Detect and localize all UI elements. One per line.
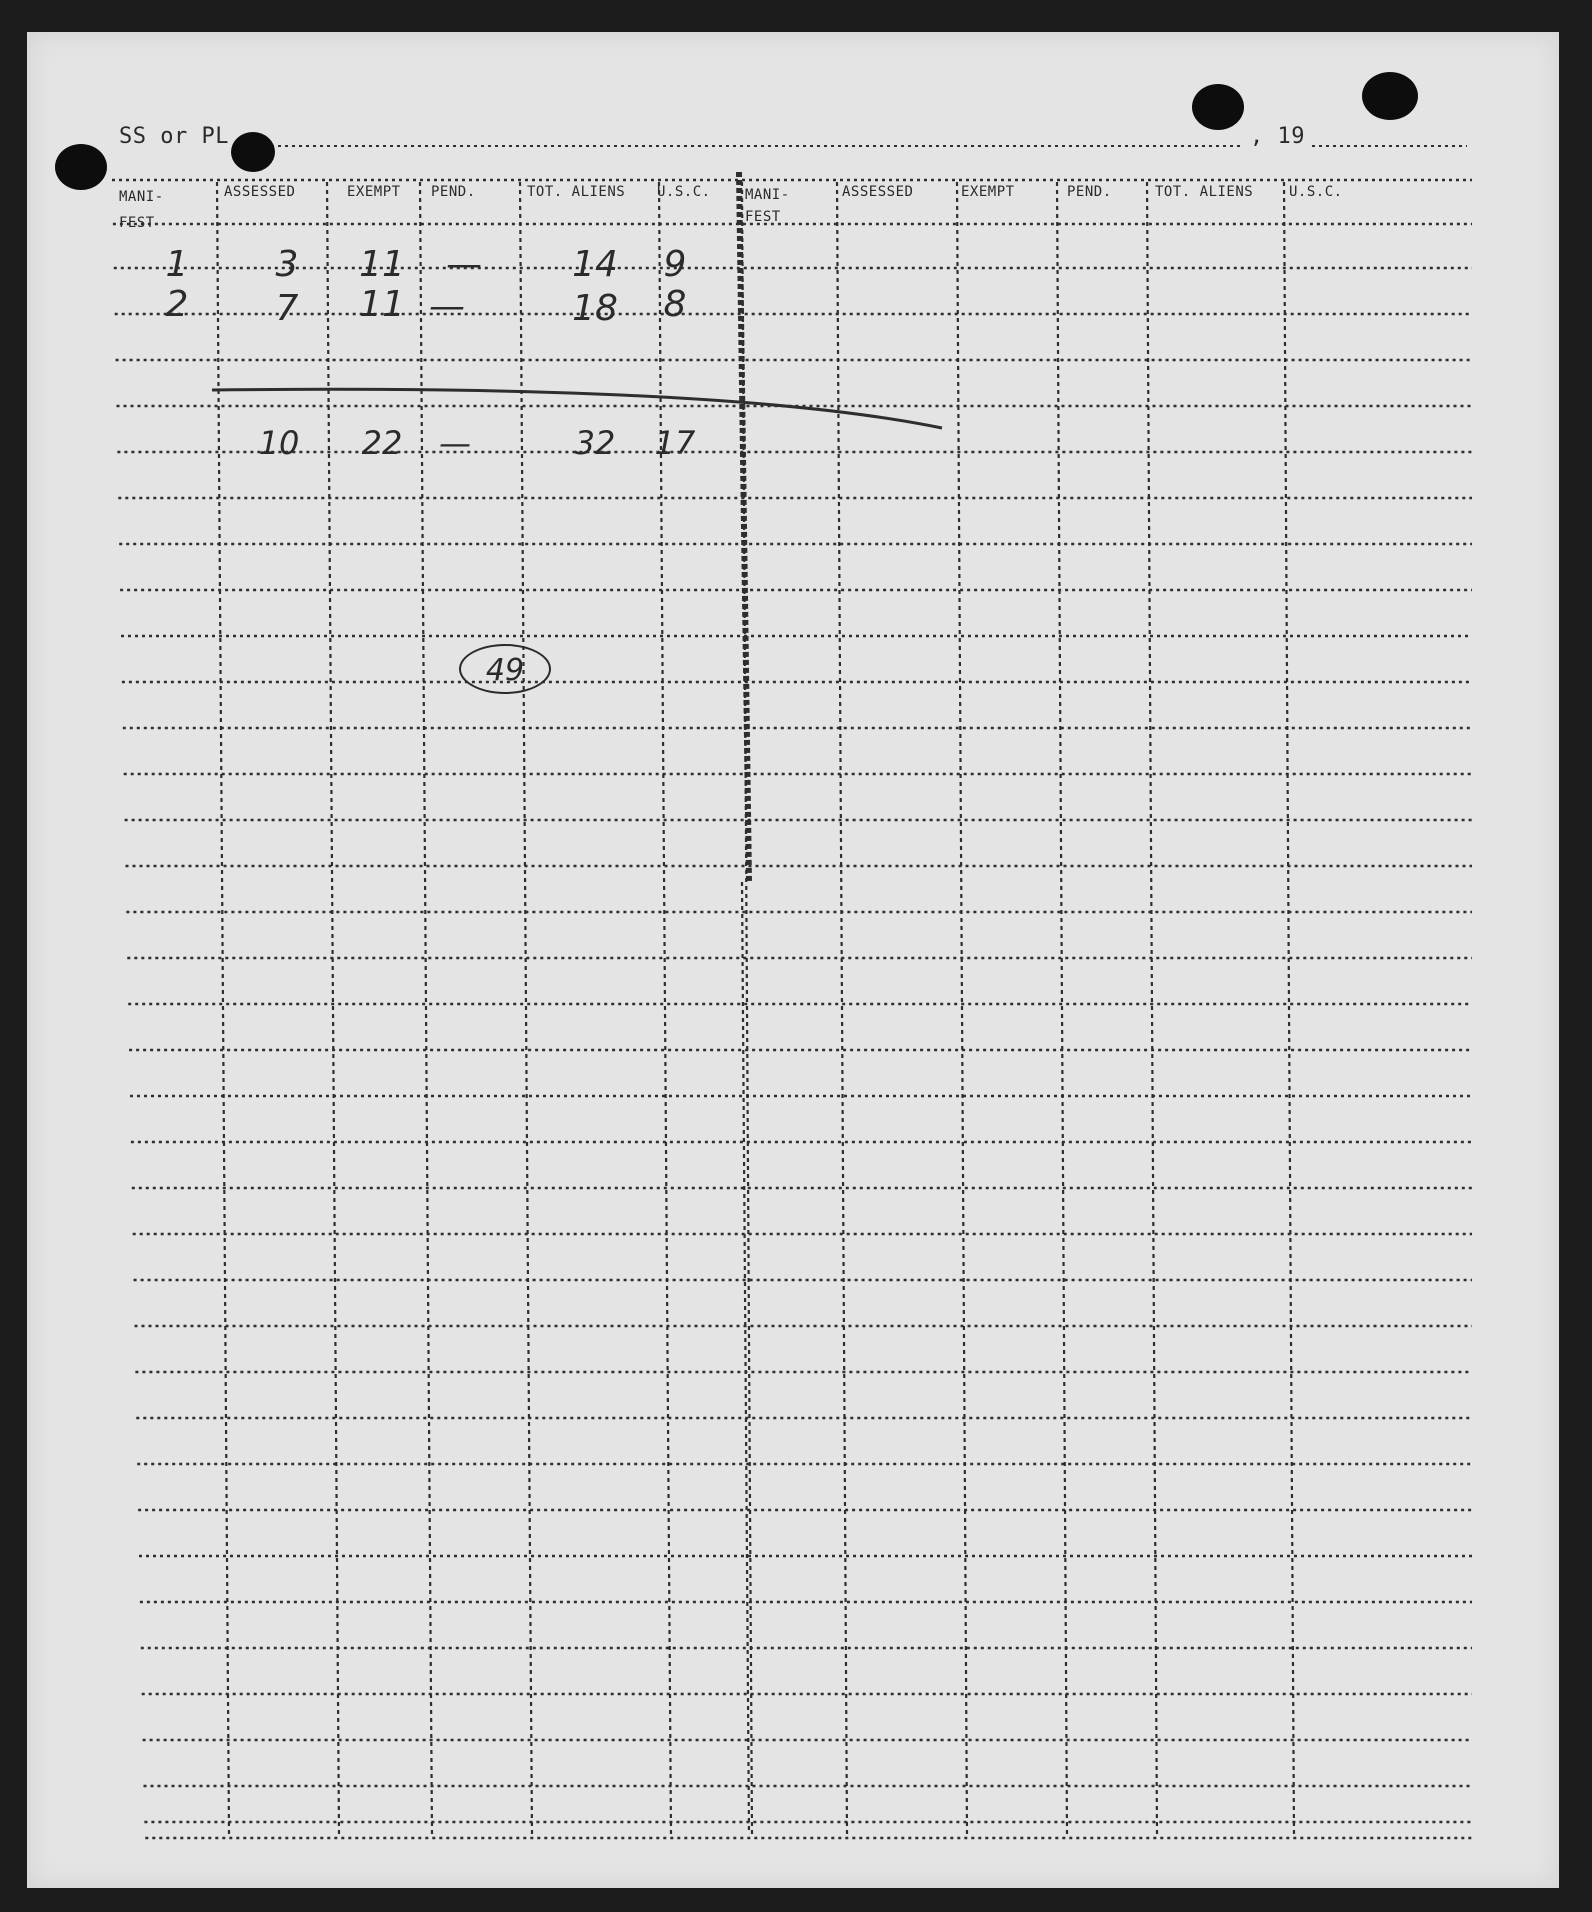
column-rule (1284, 182, 1294, 1834)
col-header-exempt-2: EXEMPT (961, 184, 1015, 200)
col-header-manifest-2: MANI- FEST (745, 187, 790, 225)
year-label: , 19 (1250, 124, 1305, 149)
col-header-tot-aliens-2: TOT. ALIENS (1155, 184, 1254, 200)
col-header-pend-2: PEND. (1067, 184, 1112, 200)
total-usc: 17 (654, 424, 696, 462)
row1-manifest: 1 (165, 244, 189, 285)
row1-tot-aliens: 14 (572, 244, 618, 285)
circled-note: 49 (459, 644, 551, 694)
column-rule (520, 182, 532, 1834)
row1-assessed: 3 (275, 244, 299, 285)
punch-hole (231, 132, 275, 172)
col-header-manifest: MANI- FEST (119, 189, 164, 231)
row2-exempt: 11 (359, 284, 405, 325)
column-rule (837, 182, 847, 1834)
punch-hole (1362, 72, 1418, 120)
hand-drawn-sum-line (212, 389, 942, 428)
row1-usc: 9 (663, 244, 687, 285)
ship-label: SS or PL (119, 124, 229, 149)
punch-hole (55, 144, 107, 190)
column-rule (420, 182, 432, 1834)
total-pend: — (439, 424, 471, 462)
row1-pend: — (446, 244, 482, 285)
col-header-assessed-2: ASSESSED (842, 184, 914, 200)
col-header-pend: PEND. (431, 184, 476, 200)
row2-manifest: 2 (165, 284, 189, 325)
row2-tot-aliens: 18 (572, 288, 618, 329)
center-divider (739, 172, 749, 882)
column-rule (327, 182, 339, 1834)
col-header-assessed: ASSESSED (224, 184, 296, 200)
col-header-tot-aliens: TOT. ALIENS (527, 184, 626, 200)
col-header-usc-2: U.S.C. (1289, 184, 1343, 200)
row2-pend: — (429, 286, 465, 327)
column-rule (217, 182, 229, 1834)
column-rule (1057, 182, 1067, 1834)
total-tot-aliens: 32 (574, 424, 616, 462)
total-exempt: 22 (361, 424, 403, 462)
ruled-grid (27, 32, 1559, 1888)
row1-exempt: 11 (359, 244, 405, 285)
total-assessed: 10 (258, 424, 300, 462)
row2-usc: 8 (663, 284, 687, 325)
row2-assessed: 7 (275, 288, 299, 329)
column-rule (1147, 182, 1157, 1834)
form-page (27, 32, 1559, 1888)
col-header-exempt: EXEMPT (347, 184, 401, 200)
punch-hole (1192, 84, 1244, 130)
column-rule (957, 182, 967, 1834)
col-header-usc: U.S.C. (657, 184, 711, 200)
